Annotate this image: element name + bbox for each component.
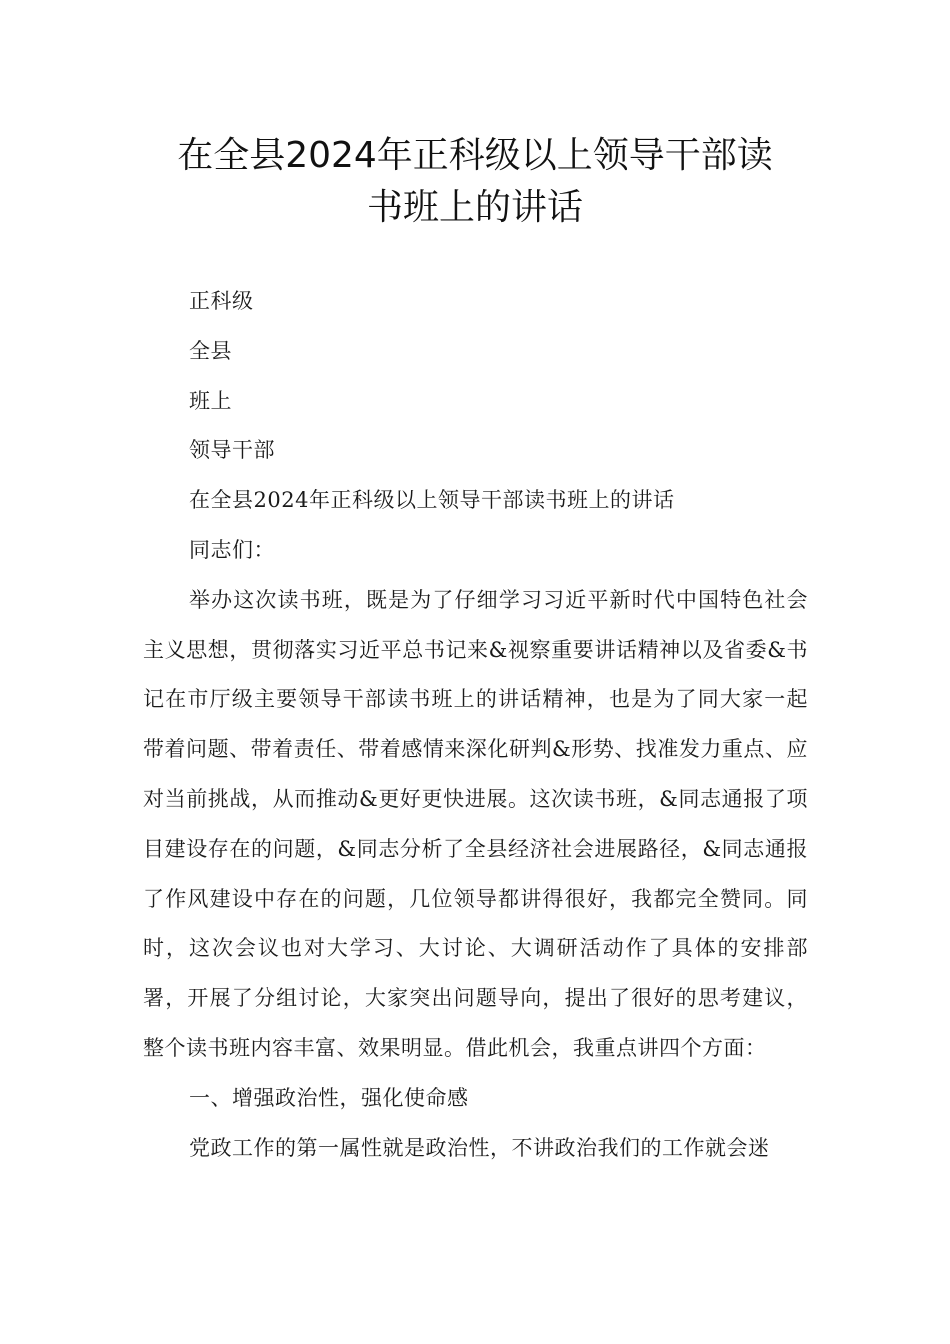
document-body [143,277,808,1173]
body-paragraph: 举办这次读书班，既是为了仔细学习习近平新时代中国特色社会主义思想，贯彻落实习近平总书记来&视察重要讲话精神以及省委&书记在市厅级主要领导干部读书班上的讲话精神，也是为了同大家一起带着问题、带着责任、带着感情来深化研判&形势、找准发力重点、应对当前挑战，从而推动&更好更快进展。这次读书班，&同志通报了项目建设存在的问题，&同志分析了全县经济社会进展路径，&同志通报了作风建设中存在的问题，几位领导都讲得很好，我都完全赞同。同时，这次会议也对大学习、大讨论、大调研活动作了具体的安排部署，开展了分组讨论，大家突出问题导向，提出了很好的思考建议，整个读书班内容丰富、效果明显。借此机会，我重点讲四个方面： [143,587,808,1060]
section-heading: 一、增强政治性，强化使命感 [189,1085,469,1110]
document-title [140,130,810,234]
keyword-1: 正科级 [189,289,254,313]
title-line-2: 书班上的讲话 [366,187,583,228]
salutation: 同志们： [189,537,275,562]
keyword-3: 班上 [189,388,232,413]
title-line-1: 在全县2024年正科级以上领导干部读 [177,135,773,176]
keyword-4: 领导干部 [189,438,275,463]
keyword-2: 全县 [189,338,232,363]
document-subtitle: 在全县2024年正科级以上领导干部读书班上的讲话 [189,488,675,513]
body-paragraph-continued: 党政工作的第一属性就是政治性，不讲政治我们的工作就会迷 [189,1135,770,1160]
